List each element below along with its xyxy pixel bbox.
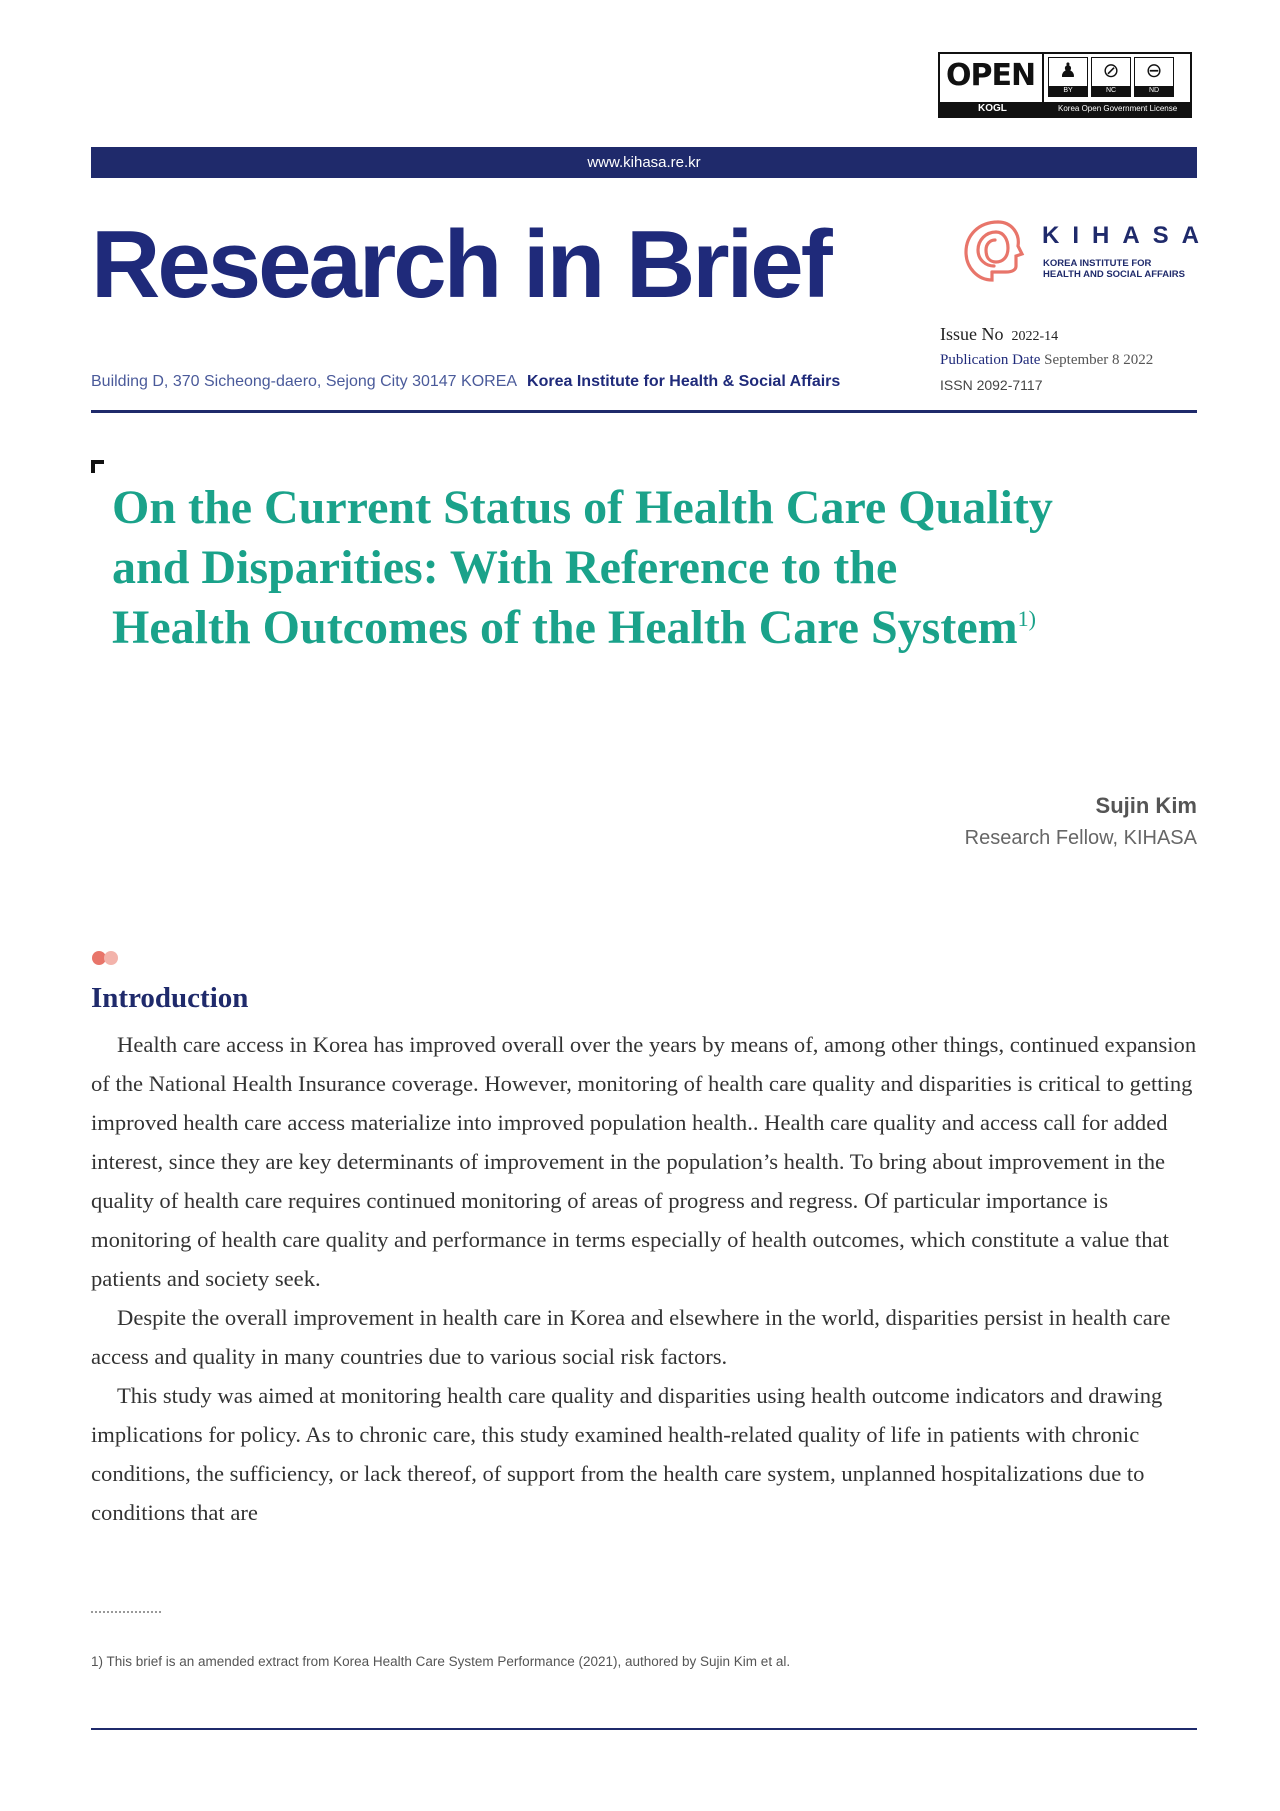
issue-label: Issue No bbox=[940, 324, 1004, 344]
no-commercial-icon: ⊘ NC bbox=[1091, 57, 1131, 97]
intro-body bbox=[91, 1025, 1201, 1532]
url-bar bbox=[91, 147, 1197, 178]
by-tag: BY bbox=[1049, 86, 1087, 96]
section-heading: Introduction bbox=[91, 982, 249, 1014]
no-derivatives-icon: ⊖ ND bbox=[1134, 57, 1174, 97]
nc-tag: NC bbox=[1092, 86, 1130, 96]
license-icons bbox=[1048, 57, 1174, 97]
publication-label: Publication Date bbox=[940, 352, 1041, 368]
kogl-full-label: Korea Open Government License bbox=[1058, 104, 1178, 113]
author-role: Research Fellow, KIHASA bbox=[964, 827, 1197, 849]
corner-bracket-icon bbox=[91, 460, 104, 473]
badge-divider bbox=[1042, 54, 1044, 102]
publication-date: September 8 2022 bbox=[1044, 352, 1154, 368]
paragraph: Health care access in Korea has improved overall over the years by means of, among other things, continued expansion of the National Health Insurance coverage. However, monitoring of health care quality and disparities is critical to getting improved health care access materialize into improved population health.. Health care quality and access call for added interest, since they are key determinants of improvement in the population’s health. To bring about improvement in the quality of health care requires continued monitoring of areas of progress and regress. Of particular importance is monitoring of health care quality and performance in terms especially of health outcomes, which constitute a value that patients and society seek. bbox=[91, 1032, 1197, 1291]
footnote: 1) This brief is an amended extract from Korea Health Care System Performance (2021), authored by Sujin Kim et al. bbox=[91, 1654, 791, 1669]
paragraph: Despite the overall improvement in health care in Korea and elsewhere in the world, disparities persist in health care access and quality in many countries due to various social risk factors. bbox=[91, 1305, 1171, 1369]
open-label: OPEN bbox=[946, 58, 1036, 93]
article-title: On the Current Status of Health Care Quality and Disparities: With Reference to the Health Outcomes of the Health Care System$^{1)}$ bbox=[112, 481, 1053, 654]
issue-info bbox=[940, 324, 1153, 393]
footnote-divider bbox=[91, 1611, 161, 1613]
kihasa-logo-name: KIHASA bbox=[1042, 222, 1213, 249]
kihasa-logo-icon bbox=[958, 216, 1028, 286]
site-url-link[interactable]: www.kihasa.re.kr bbox=[587, 154, 701, 171]
kogl-label: KOGL bbox=[978, 103, 1007, 114]
kogl-license-badge bbox=[938, 52, 1192, 118]
address: Building D, 370 Sicheong-daero, Sejong City 30147 KOREA bbox=[91, 373, 518, 390]
header-divider bbox=[91, 410, 1197, 413]
issue-number: 2022-14 bbox=[1011, 329, 1059, 344]
issn: ISSN 2092-7117 bbox=[940, 377, 1043, 393]
masthead-title: Research in Brief bbox=[91, 211, 830, 318]
kogl-footer bbox=[940, 102, 1190, 116]
institution-name: Korea Institute for Health & Social Affairs bbox=[527, 373, 841, 390]
section-dots-icon bbox=[91, 950, 125, 966]
author-name: Sujin Kim bbox=[1095, 793, 1197, 818]
address-line bbox=[91, 373, 840, 391]
footnote-mark[interactable]: 1) bbox=[1017, 606, 1036, 631]
nd-tag: ND bbox=[1135, 86, 1173, 96]
person-icon: ♟ BY bbox=[1048, 57, 1088, 97]
footer-divider bbox=[91, 1728, 1197, 1730]
author-block bbox=[965, 793, 1197, 850]
paragraph: This study was aimed at monitoring health care quality and disparities using health outcome indicators and drawing implications for policy. As to chronic care, this study examined health-related quality of life in patients with chronic conditions, the sufficiency, or lack thereof, of support from the health care system, unplanned hospitalizations due to conditions that are bbox=[91, 1383, 1163, 1525]
kihasa-logo-subtitle: KOREA INSTITUTE FOR HEALTH AND SOCIAL AFFAIRS bbox=[1043, 258, 1185, 280]
